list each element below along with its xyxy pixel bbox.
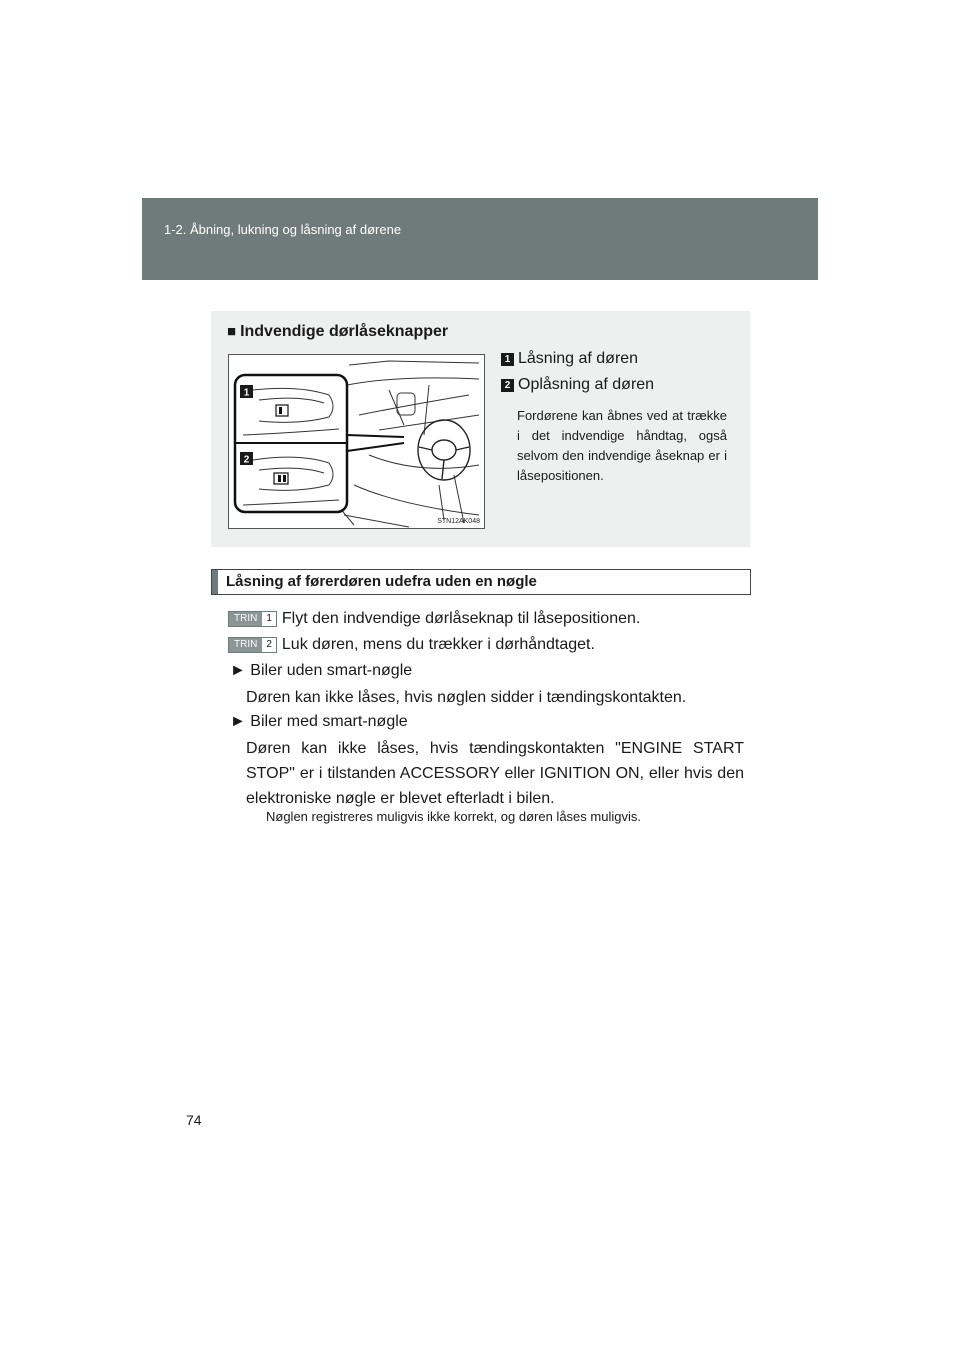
number-badge: 2: [501, 379, 514, 392]
info-note: Fordørene kan åbnes ved at trække i det indvendige håndtag, også selvom den indvendige åseknap er i låsepositionen.: [517, 408, 727, 483]
legend-text: Oplåsning af døren: [518, 376, 655, 393]
door-lock-illustration: [228, 354, 485, 529]
step-badge-label: TRIN: [229, 638, 262, 652]
legend-item-unlock: [501, 376, 654, 394]
section-accent: [212, 570, 218, 594]
number-badge: 1: [501, 353, 514, 366]
variant-text: Døren kan ikke låses, hvis tændingskontakten "ENGINE START STOP" er i tilstanden ACCESSORY eller IGNITION ON, eller hvis den elektroniske nøgle er blevet efterladt i bilen.: [246, 740, 744, 807]
variant-label: Biler med smart-nøgle: [250, 713, 408, 730]
section-title-bar: [211, 569, 751, 595]
section-header-title: 1-2. Åbning, lukning og låsning af dørene: [164, 222, 402, 237]
callout-1: 1: [243, 387, 250, 399]
variant-text: Døren kan ikke låses, hvis nøglen sidder i tændingskontakten.: [246, 689, 687, 706]
section-title: Låsning af førerdøren udefra uden en nøgle: [226, 573, 537, 590]
step-text: Flyt den indvendige dørlåseknap til låsepositionen.: [281, 610, 641, 627]
step-badge-number: 2: [262, 638, 276, 652]
triangle-bullet-icon: ►: [230, 713, 246, 730]
variant-with-smart-key: [230, 713, 408, 731]
legend-item-lock: [501, 350, 638, 368]
variant-label: Biler uden smart-nøgle: [250, 662, 413, 679]
page-number: 74: [186, 1112, 202, 1128]
step-badge-number: 1: [262, 612, 276, 626]
callout-2: 2: [243, 454, 250, 466]
info-box: [211, 311, 750, 547]
step-1: [228, 610, 640, 628]
header-band: [142, 198, 818, 280]
legend-text: Låsning af døren: [518, 350, 639, 367]
info-box-heading-text: Indvendige dørlåseknapper: [240, 323, 449, 340]
step-badge-label: TRIN: [229, 612, 262, 626]
step-badge: [228, 611, 277, 627]
step-text: Luk døren, mens du trækker i dørhåndtaget.: [281, 636, 595, 653]
step-2: [228, 636, 595, 654]
step-badge: [228, 637, 277, 653]
door-lock-drawing: [229, 355, 484, 528]
info-box-heading: [227, 323, 448, 341]
note-text: Nøglen registreres muligvis ikke korrekt, og døren låses muligvis.: [266, 809, 641, 824]
image-code: STN12AK048: [437, 518, 480, 525]
square-bullet-icon: ■: [227, 323, 237, 340]
variant-without-smart-key: [230, 662, 412, 680]
triangle-bullet-icon: ►: [230, 662, 246, 679]
